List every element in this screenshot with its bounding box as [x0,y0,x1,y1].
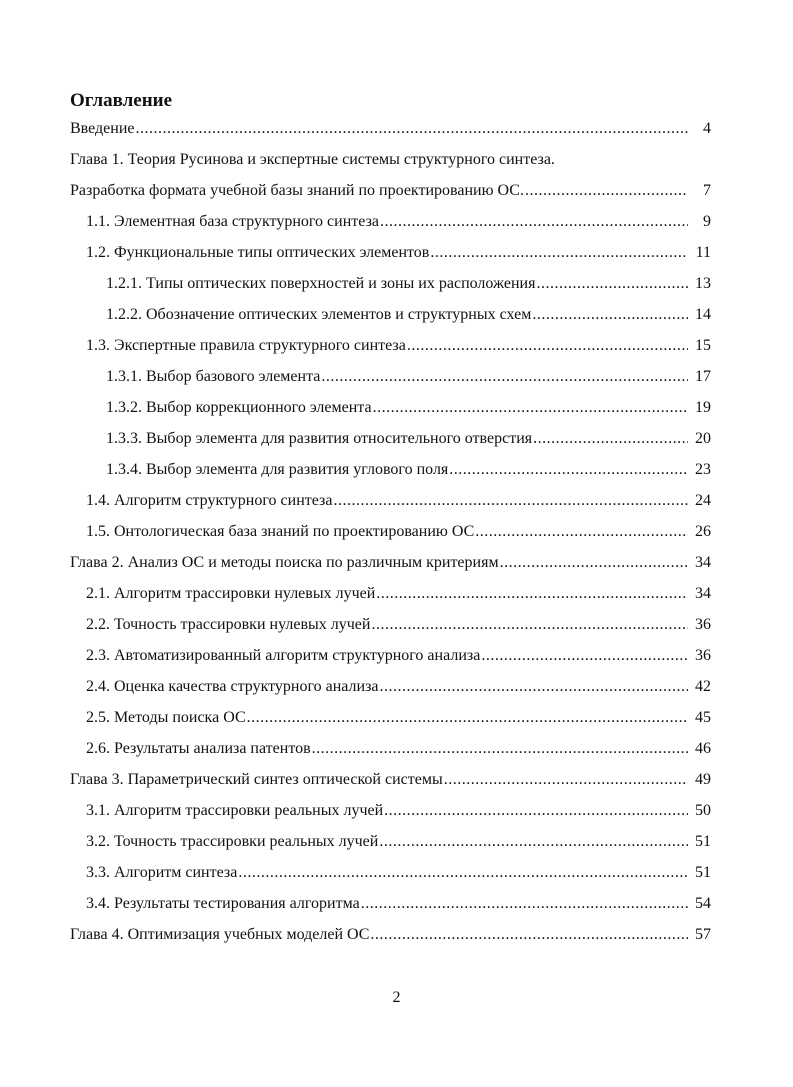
toc-entry-page: 36 [695,616,711,633]
toc-entry-title: 3.2. Точность трассировки реальных лучей [86,833,379,850]
toc-entry [0,579,793,610]
toc-entry [0,827,793,858]
toc-entry [0,424,793,455]
toc-entry-title: 1.3. Экспертные правила структурного синтеза [86,337,406,354]
toc-entry-page: 23 [695,461,711,478]
toc-entry [0,734,793,765]
toc-entry [0,517,793,548]
toc-entry-page: 36 [695,647,711,664]
toc-entry [0,238,793,269]
toc-entry-title: 2.1. Алгоритм трассировки нулевых лучей [86,585,376,602]
dot-leader [378,832,689,852]
toc-entry-title: 1.5. Онтологическая база знаний по проектированию ОС [86,523,475,540]
toc-entry-title: 2.3. Автоматизированный алгоритм структурного анализа [86,647,481,664]
toc-entry-page: 57 [695,926,711,943]
toc-entry-title: 1.3.2. Выбор коррекционного элемента [106,399,372,416]
dot-leader [499,553,689,573]
toc-entry [0,858,793,889]
dot-leader [246,708,689,728]
toc-entry-page: 24 [695,492,711,509]
toc-entry [0,548,793,579]
toc-entry-page: 14 [695,306,711,323]
dot-leader [370,615,689,635]
toc-entry [0,145,793,176]
toc-entry [0,796,793,827]
dot-leader [531,305,689,325]
toc-entry-title: 2.4. Оценка качества структурного анализа [86,678,379,695]
toc-entry-title: 1.2. Функциональные типы оптических элементов [86,244,430,261]
toc-entry-page: 26 [695,523,711,540]
toc-entry-title: 1.2.2. Обозначение оптических элементов и структурных схем [106,306,532,323]
toc-entry-page: 4 [703,120,711,137]
dot-leader [480,646,689,666]
toc-entry [0,207,793,238]
toc-entry [0,486,793,517]
toc-entry-page: 34 [695,585,711,602]
toc-entry-title: Глава 3. Параметрический синтез оптической системы [70,771,443,788]
dot-leader [332,491,689,511]
toc-entry-title: 1.3.3. Выбор элемента для развития относительного отверстия [106,430,533,447]
toc-entry-page: 9 [703,213,711,230]
toc-entry-page: 51 [695,833,711,850]
toc-entry-title: Разработка формата учебной базы знаний по проектированию ОС. [70,182,524,199]
toc-entry-page: 15 [695,337,711,354]
dot-leader [524,181,689,201]
dot-leader [532,429,689,449]
toc-entry [0,114,793,145]
dot-leader [379,212,689,232]
dot-leader [535,274,689,294]
toc-entry-page: 19 [695,399,711,416]
dot-leader [443,770,689,790]
toc-entry-title: 2.5. Методы поиска ОС [86,709,246,726]
toc-entry-title: Введение [70,120,135,137]
page-title: Оглавление [70,90,173,111]
toc-entry-title: 1.3.4. Выбор элемента для развития углового поля [106,461,449,478]
dot-leader [383,801,689,821]
toc-entry-title: 1.4. Алгоритм структурного синтеза [86,492,333,509]
toc-entry-title: 2.6. Результаты анализа патентов [86,740,311,757]
toc-entry-page: 11 [695,244,711,261]
dot-leader [474,522,689,542]
toc-entry [0,641,793,672]
dot-leader [372,398,689,418]
dot-leader [360,894,689,914]
toc-entry [0,300,793,331]
toc-entry [0,610,793,641]
toc-entry [0,920,793,951]
toc-entry-page: 20 [695,430,711,447]
dot-leader [429,243,689,263]
toc-entry-title: 1.1. Элементная база структурного синтеза [86,213,379,230]
page-number: 2 [392,989,401,1006]
toc-entry-page: 45 [695,709,711,726]
table-of-contents [0,114,793,951]
toc-entry-title: 2.2. Точность трассировки нулевых лучей [86,616,371,633]
toc-entry-page: 13 [695,275,711,292]
toc-entry-title: Глава 2. Анализ ОС и методы поиска по различным критериям [70,554,499,571]
toc-entry-page: 51 [695,864,711,881]
toc-entry-page: 7 [703,182,711,199]
toc-entry [0,331,793,362]
toc-entry-title: Глава 4. Оптимизация учебных моделей ОС [70,926,370,943]
toc-entry [0,765,793,796]
toc-entry-title: 3.4. Результаты тестирования алгоритма [86,895,360,912]
dot-leader [369,925,689,945]
toc-entry-title: 3.1. Алгоритм трассировки реальных лучей [86,802,384,819]
toc-entry-page: 54 [695,895,711,912]
toc-entry [0,889,793,920]
dot-leader [379,677,689,697]
toc-entry-title: 1.2.1. Типы оптических поверхностей и зоны их расположения [106,275,536,292]
toc-entry [0,393,793,424]
toc-entry [0,672,793,703]
toc-entry-title: Глава 1. Теория Русинова и экспертные системы структурного синтеза. [70,151,555,168]
toc-entry [0,455,793,486]
toc-entry [0,269,793,300]
toc-entry-page: 34 [695,554,711,571]
toc-entry-page: 50 [695,802,711,819]
toc-entry-page: 17 [695,368,711,385]
dot-leader [406,336,689,356]
toc-entry [0,362,793,393]
toc-entry-page: 49 [695,771,711,788]
dot-leader [320,367,689,387]
toc-entry-page: 46 [695,740,711,757]
toc-entry-title: 1.3.1. Выбор базового элемента [106,368,321,385]
toc-entry-page: 42 [695,678,711,695]
dot-leader [237,863,689,883]
dot-leader [311,739,689,759]
dot-leader [448,460,689,480]
dot-leader [135,119,690,139]
toc-entry [0,176,793,207]
dot-leader [375,584,689,604]
toc-entry [0,703,793,734]
toc-entry-title: 3.3. Алгоритм синтеза [86,864,238,881]
